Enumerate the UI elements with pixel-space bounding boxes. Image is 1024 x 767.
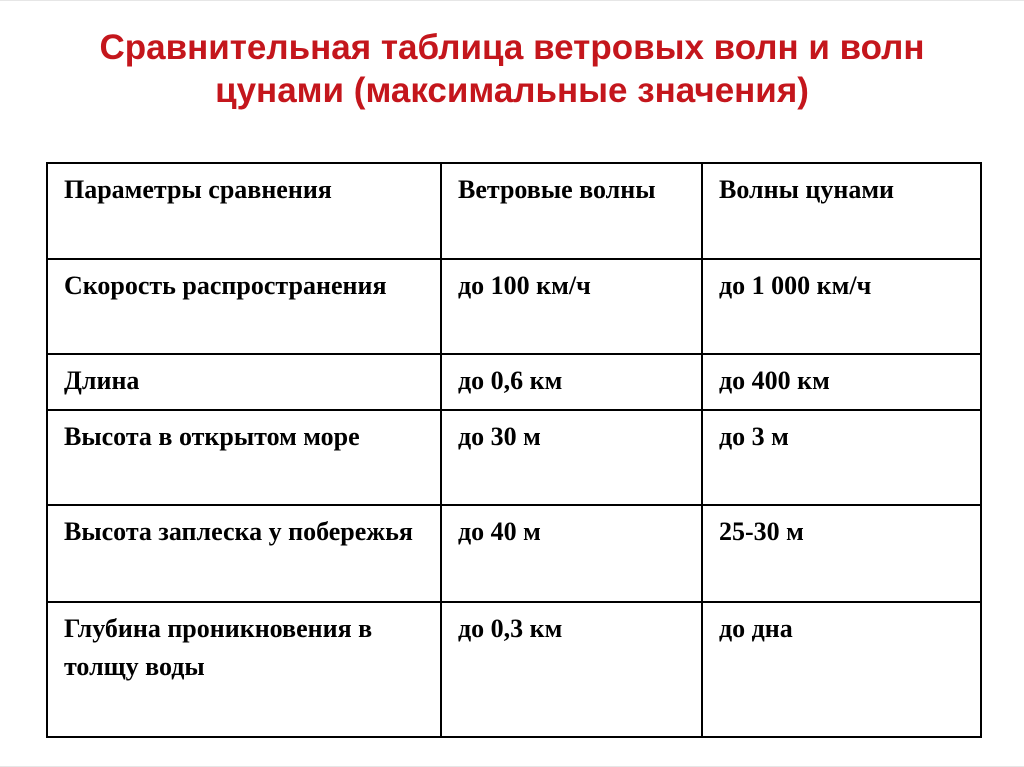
wind-wave-value-cell: до 30 м [441, 410, 702, 505]
wind-wave-value-cell: до 100 км/ч [441, 259, 702, 354]
tsunami-value-cell: до 1 000 км/ч [702, 259, 981, 354]
tsunami-value-cell: до дна [702, 602, 981, 737]
table-header-row [47, 163, 981, 259]
table-row [47, 259, 981, 354]
wind-wave-value-cell: до 0,3 км [441, 602, 702, 737]
slide-title-line-1: Сравнительная таблица ветровых волн и волн [99, 28, 925, 67]
header-cell-parameters: Параметры сравнения [47, 163, 441, 259]
tsunami-value-cell: до 400 км [702, 354, 981, 410]
table-row [47, 602, 981, 737]
parameter-cell: Высота в открытом море [47, 410, 441, 505]
table-row [47, 410, 981, 505]
parameter-cell: Длина [47, 354, 441, 410]
parameter-cell: Высота заплеска у побережья [47, 505, 441, 602]
parameter-cell: Скорость распространения [47, 259, 441, 354]
table-row [47, 505, 981, 602]
header-cell-wind-waves: Ветровые волны [441, 163, 702, 259]
slide-title-line-2: цунами (максимальные значения) [215, 71, 809, 110]
header-cell-tsunami-waves: Волны цунами [702, 163, 981, 259]
slide-top-edge [0, 0, 1024, 1]
comparison-table [46, 162, 982, 738]
slide-title [40, 26, 984, 112]
tsunami-value-cell: 25-30 м [702, 505, 981, 602]
wind-wave-value-cell: до 40 м [441, 505, 702, 602]
wind-wave-value-cell: до 0,6 км [441, 354, 702, 410]
table-row [47, 354, 981, 410]
tsunami-value-cell: до 3 м [702, 410, 981, 505]
parameter-cell: Глубина проникновения в толщу воды [47, 602, 441, 737]
